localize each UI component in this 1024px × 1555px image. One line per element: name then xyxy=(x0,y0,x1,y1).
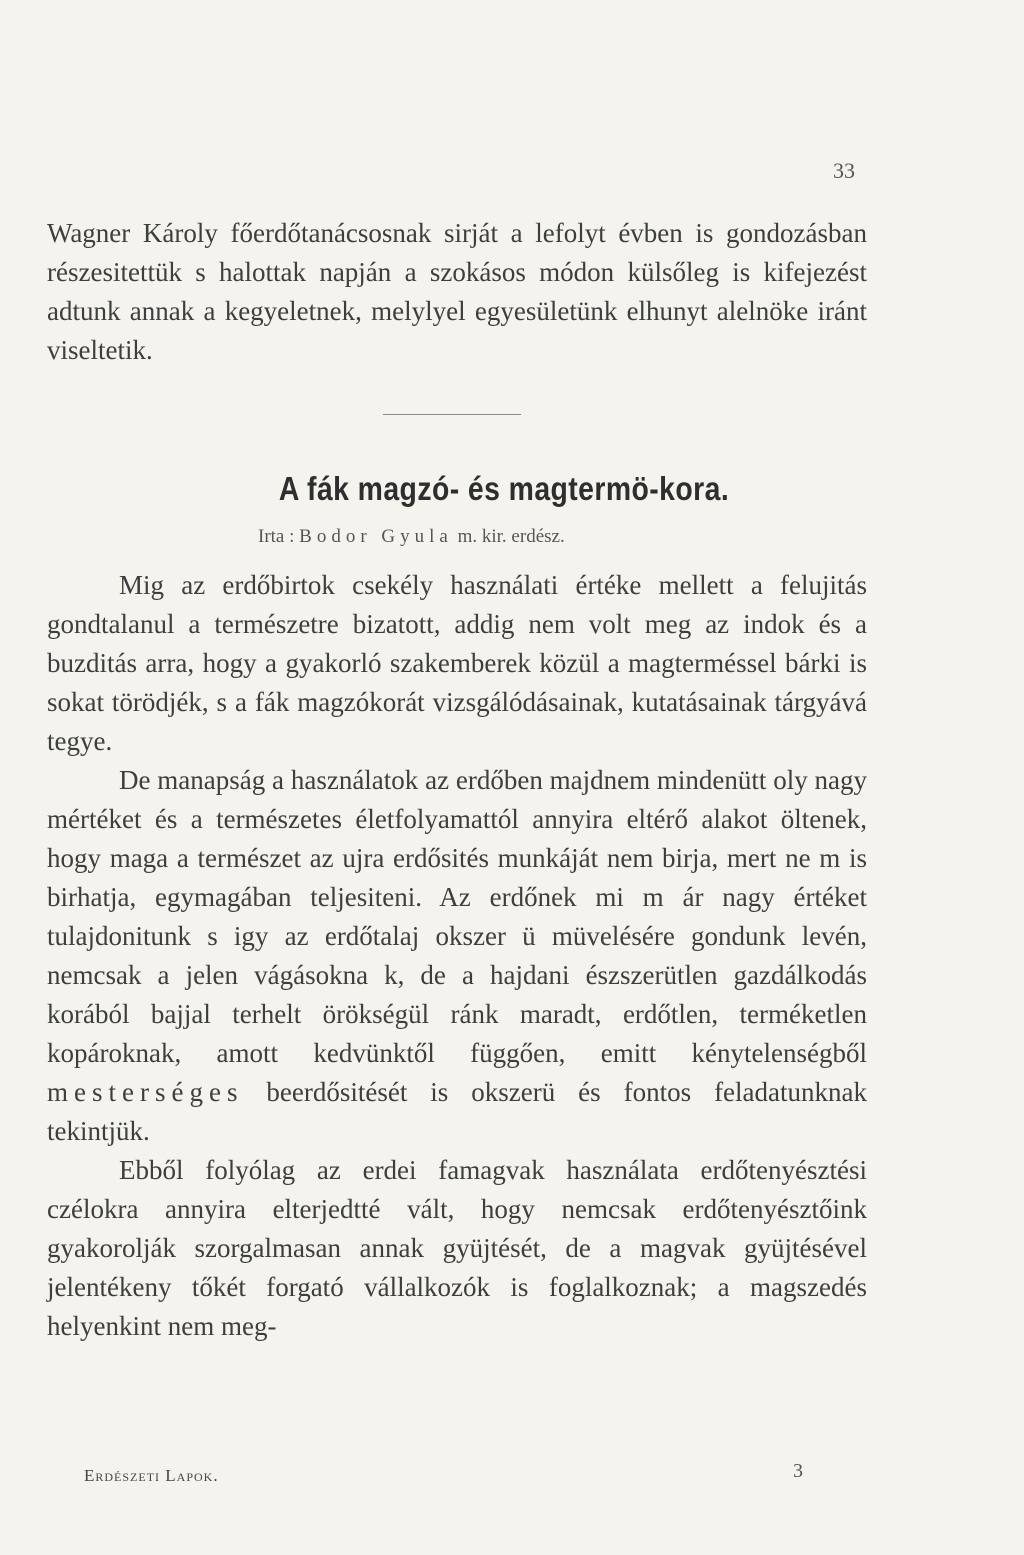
intro-paragraph: Wagner Károly főerdőtanácsosnak sirját a lefolyt évben is gondozásban részesitettük s halottak napján a szokásos módon külsőleg is kifejezést adtunk annak a kegyeletnek, melylyel egyesületünk elhunyt alelnöke iránt viseltetik. xyxy=(47,218,867,365)
article-title: A fák magzó- és magtermö-kora. xyxy=(278,470,730,507)
section-divider xyxy=(383,414,521,415)
footer-sheet-number: 3 xyxy=(793,1460,803,1482)
body-paragraph-3: Ebből folyólag az erdei famagvak használata erdőtenyésztési czélokra annyira elterjedtté vált, hogy nemcsak erdőtenyésztőink gyakorolják szorgalmasan annak gyüjtését, de a magvak gyüjtésével jelentékeny tőkét forgató vállalkozók is foglalkoznak; a magszedés helyenkint nem meg- xyxy=(47,1155,867,1341)
paragraph-2-text-after: beerdősitését is okszerü és fontos feladatunknak tekintjük. xyxy=(47,1077,868,1146)
footer-journal-name: Erdészeti Lapok. xyxy=(84,1466,219,1485)
byline-author: Bodor Gyula xyxy=(299,526,453,547)
paragraph-2-text-before: De manapság a használatok az erdőben majdnem mindenütt oly nagy mértéket és a természetes életfolyamattól annyira eltérő alakot öltenek, hogy maga a természet az ujra erdősités munkáját nem birja, mert ne m is birhatja, egymagában teljesiteni. Az erdőnek mi m ár nagy értéket tulajdonitunk s igy az erdőtalaj okszer ü müvelésére gondunk levén, nemcsak a jelen vágásokna k, de a hajdani észszerütlen gazdálkodás korából bajjal terhelt örökségül ránk maradt, erdőtlen, terméketlen kopároknak, amott kedvünktől függően, emitt kénytelenségből xyxy=(47,765,867,1068)
byline-suffix: m. kir. erdész. xyxy=(457,526,565,547)
body-paragraph-1: Mig az erdőbirtok csekély használati értéke mellett a felujitás gondtalanul a természetre bizatott, addig nem volt meg az indok és a buzditás arra, hogy a gyakorló szakemberek közül a magterméssel bárki is sokat törödjék, s a fák magzókorát vizsgálódásainak, kutatásainak tárgyává tegye. xyxy=(47,570,867,756)
byline-prefix: Irta : xyxy=(258,526,295,547)
page-number: 33 xyxy=(833,158,855,183)
paragraph-2-emphasis: mesterséges xyxy=(47,1077,244,1107)
article-byline xyxy=(258,526,565,548)
article-body xyxy=(47,566,867,1346)
body-paragraph-2 xyxy=(47,761,867,1151)
